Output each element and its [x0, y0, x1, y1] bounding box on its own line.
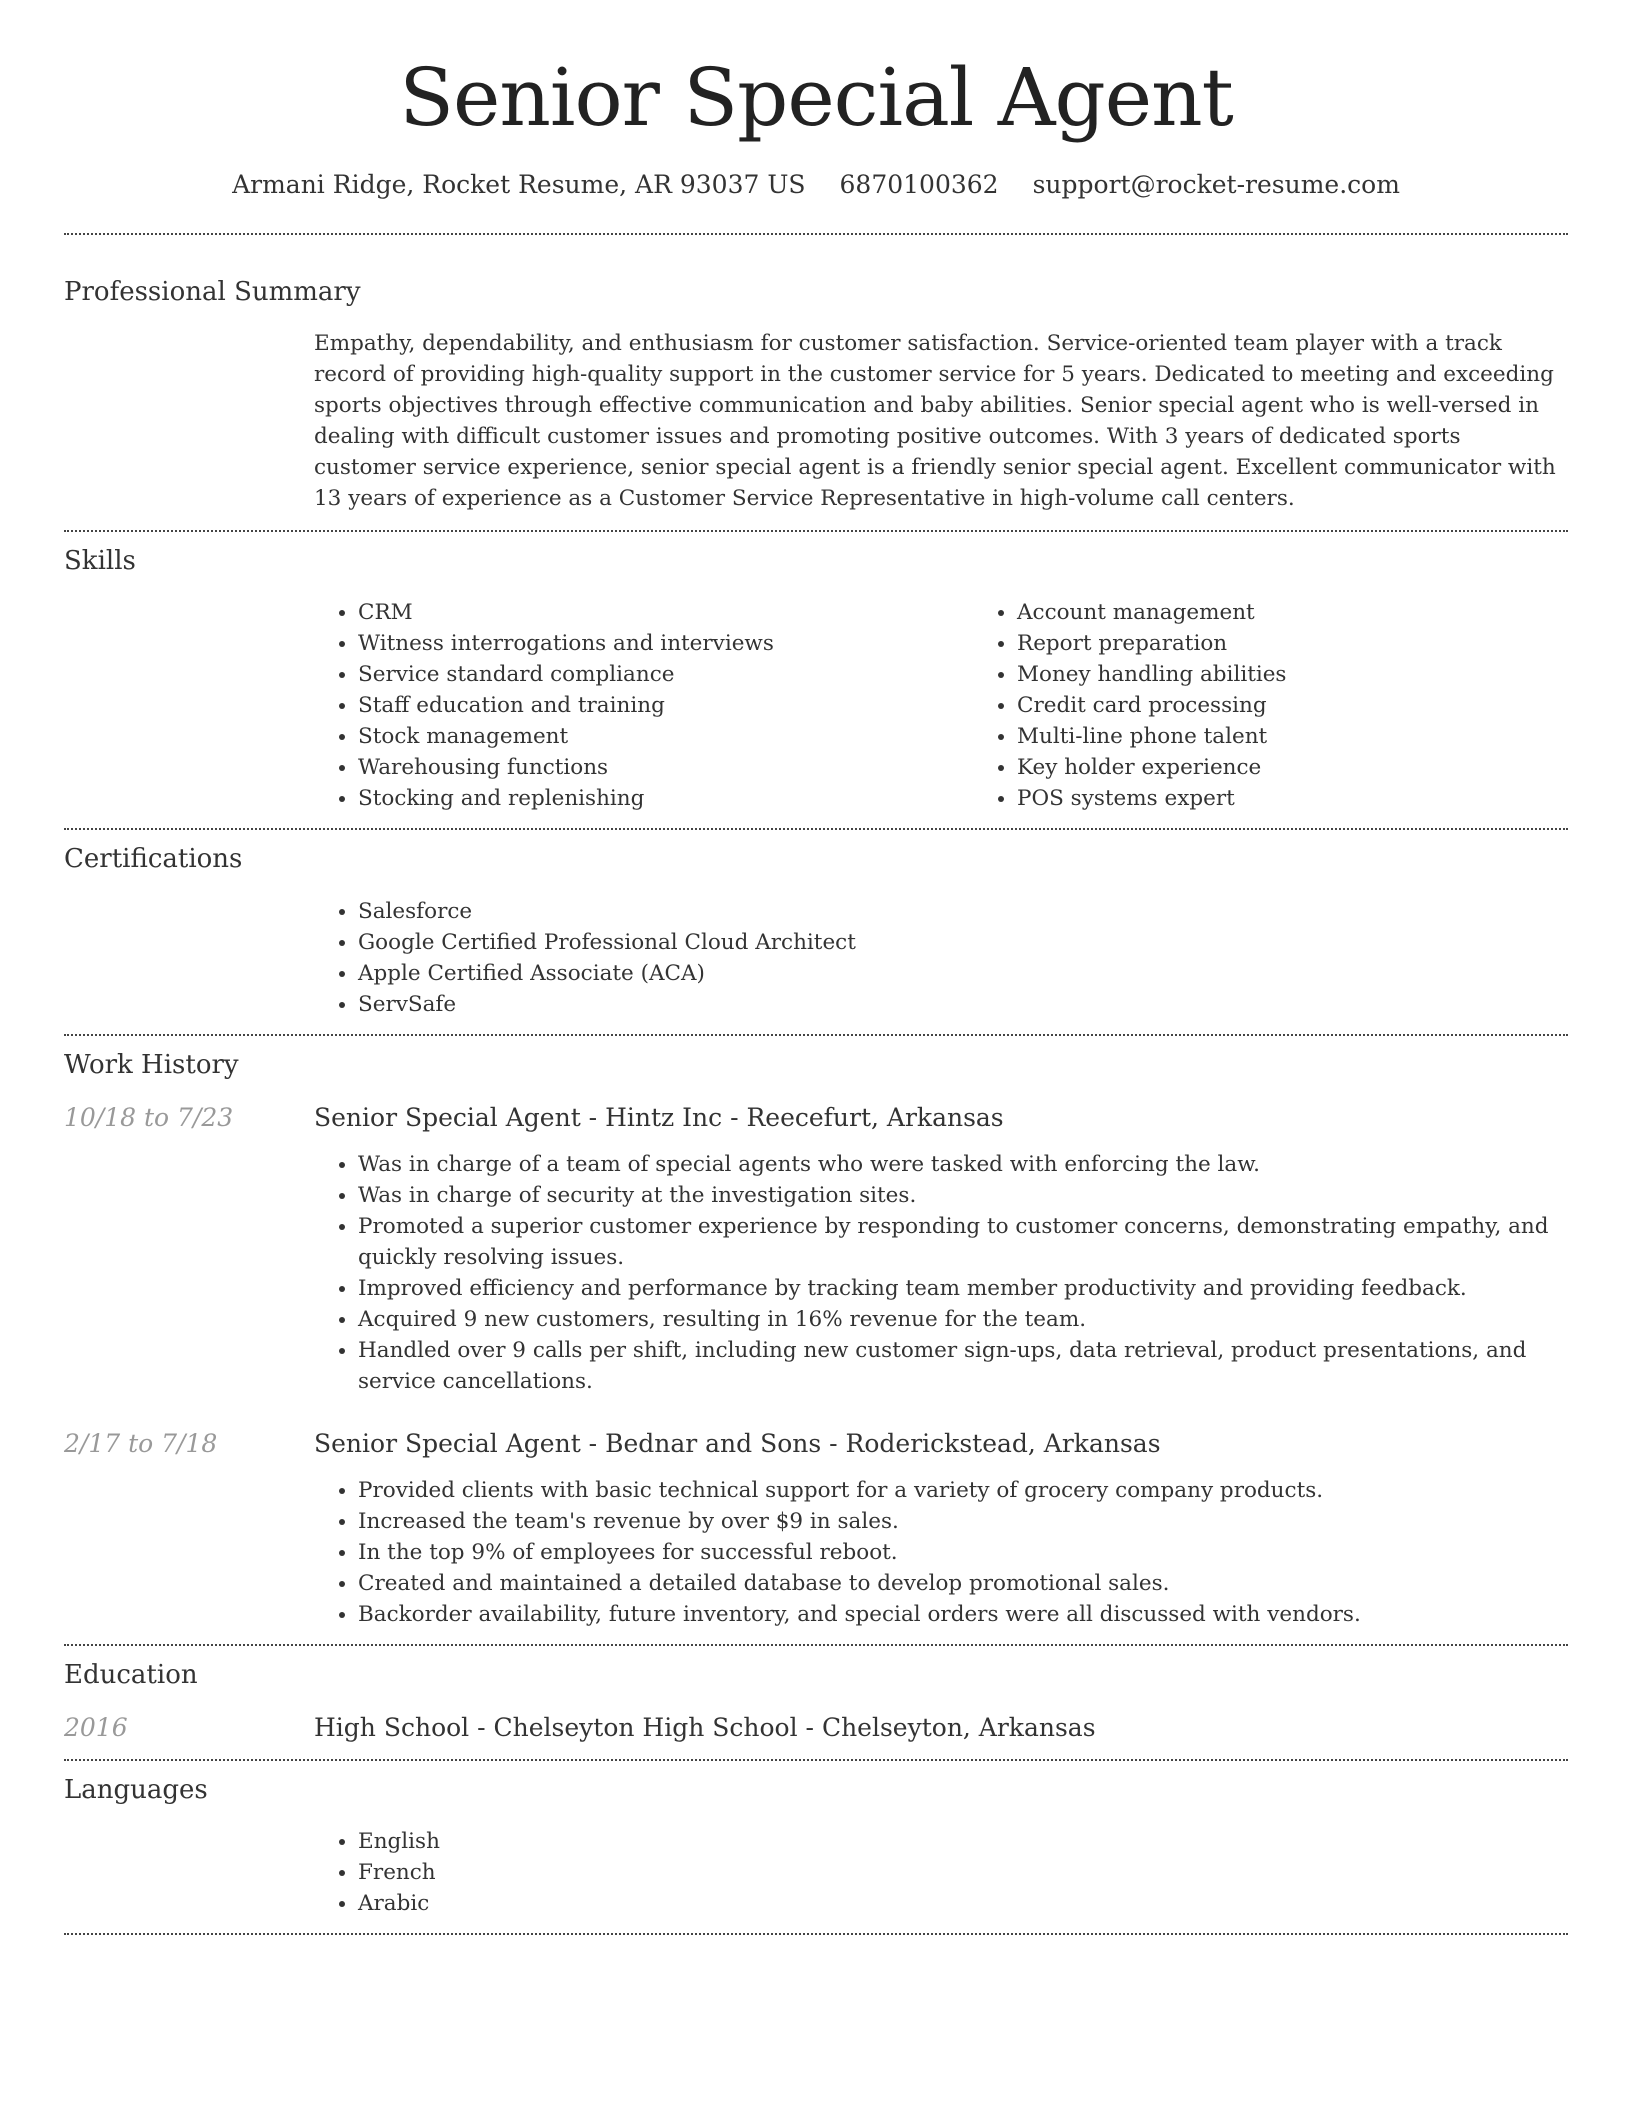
job-dates: 10/18 to 7/23: [64, 1102, 234, 1132]
languages-list: [314, 1826, 1568, 1919]
skill-item: • Staff education and training: [358, 690, 973, 721]
skill-item: • Credit card processing: [1017, 690, 1286, 721]
summary-heading: Professional Summary: [64, 277, 361, 307]
certification-item: • Google Certified Professional Cloud Architect: [358, 927, 1568, 958]
certification-item: • Salesforce: [358, 896, 1568, 927]
skills-list-right: [973, 597, 1286, 814]
section-divider: [64, 1933, 1568, 1935]
education-title: High School - Chelseyton High School - Chelseyton, Arkansas: [314, 1712, 1096, 1742]
languages-section: [0, 1761, 1632, 1933]
phone-number: 6870100362: [839, 170, 999, 199]
skills-heading: Skills: [64, 546, 136, 577]
skill-item: • Service standard compliance: [358, 659, 973, 690]
job-bullets: [314, 1475, 1568, 1630]
skill-item: • Stock management: [358, 721, 973, 752]
address: Armani Ridge, Rocket Resume, AR 93037 US: [232, 170, 806, 199]
education-year: 2016: [64, 1712, 128, 1742]
job-title: Senior Special Agent - Bednar and Sons - Roderickstead, Arkansas: [314, 1428, 1161, 1458]
skill-item: • Money handling abilities: [1017, 659, 1286, 690]
job-bullet: • Backorder availability, future inventory, and special orders were all discussed with vendors.: [358, 1599, 1568, 1630]
job-entry: [64, 1101, 1568, 1427]
job-bullet: • Promoted a superior customer experience by responding to customer concerns, demonstrating empathy, and quickly resolving issues.: [358, 1211, 1568, 1273]
job-bullet: • Handled over 9 calls per shift, including new customer sign-ups, data retrieval, product presentations, and service cancellations.: [358, 1335, 1568, 1397]
education-section: [0, 1646, 1632, 1759]
certifications-section: [0, 830, 1632, 1033]
certification-item: • ServSafe: [358, 989, 1568, 1020]
language-item: • Arabic: [358, 1888, 1568, 1919]
skill-item: • CRM: [358, 597, 973, 628]
certifications-list: [314, 896, 1568, 1020]
skill-item: • Warehousing functions: [358, 752, 973, 783]
resume-header: [0, 0, 1632, 199]
skills-section: [0, 532, 1632, 828]
skill-item: • Report preparation: [1017, 628, 1286, 659]
skill-item: • Witness interrogations and interviews: [358, 628, 973, 659]
job-entry: [64, 1427, 1568, 1644]
summary-text: Empathy, dependability, and enthusiasm for customer satisfaction. Service-oriented team player with a track record of providing high-quality support in the customer service for 5 years. Dedicated to meeting and exceeding sports objectives through effective communication and baby abilities. Senior special agent who is well-versed in dealing with difficult customer issues and promoting positive outcomes. With 3 years of dedicated sports customer service experience, senior special agent is a friendly senior special agent. Excellent communicator with 13 years of experience as a Customer Service Representative in high-volume call centers.: [314, 331, 1556, 512]
languages-heading: Languages: [64, 1774, 208, 1805]
skills-list-left: [314, 597, 973, 814]
skill-item: • Key holder experience: [1017, 752, 1286, 783]
job-bullet: • Improved efficiency and performance by tracking team member productivity and providing feedback.: [358, 1273, 1568, 1304]
job-bullet: • Acquired 9 new customers, resulting in 16% revenue for the team.: [358, 1304, 1568, 1335]
summary-section: [0, 235, 1632, 530]
job-bullets: [314, 1149, 1568, 1397]
skill-item: • Account management: [1017, 597, 1286, 628]
job-title: Senior Special Agent - Hintz Inc - Reecefurt, Arkansas: [314, 1102, 1004, 1132]
contact-line: [0, 170, 1632, 199]
language-item: • French: [358, 1857, 1568, 1888]
skill-item: • Multi-line phone talent: [1017, 721, 1286, 752]
job-bullet: • Provided clients with basic technical support for a variety of grocery company products.: [358, 1475, 1568, 1506]
certifications-heading: Certifications: [64, 844, 243, 875]
skill-item: • POS systems expert: [1017, 783, 1286, 814]
job-bullet: • Increased the team's revenue by over $9 in sales.: [358, 1506, 1568, 1537]
email-address: support@rocket-resume.com: [1032, 170, 1400, 199]
work-history-section: [0, 1036, 1632, 1644]
education-heading: Education: [64, 1659, 198, 1690]
candidate-name: Senior Special Agent: [399, 51, 1233, 144]
language-item: • English: [358, 1826, 1568, 1857]
education-entry: [64, 1711, 1568, 1759]
job-bullet: • In the top 9% of employees for successful reboot.: [358, 1537, 1568, 1568]
job-bullet: • Created and maintained a detailed database to develop promotional sales.: [358, 1568, 1568, 1599]
skill-item: • Stocking and replenishing: [358, 783, 973, 814]
job-dates: 2/17 to 7/18: [64, 1428, 218, 1458]
work-history-heading: Work History: [64, 1049, 239, 1080]
certification-item: • Apple Certified Associate (ACA): [358, 958, 1568, 989]
job-bullet: • Was in charge of security at the investigation sites.: [358, 1180, 1568, 1211]
job-bullet: • Was in charge of a team of special agents who were tasked with enforcing the law.: [358, 1149, 1568, 1180]
